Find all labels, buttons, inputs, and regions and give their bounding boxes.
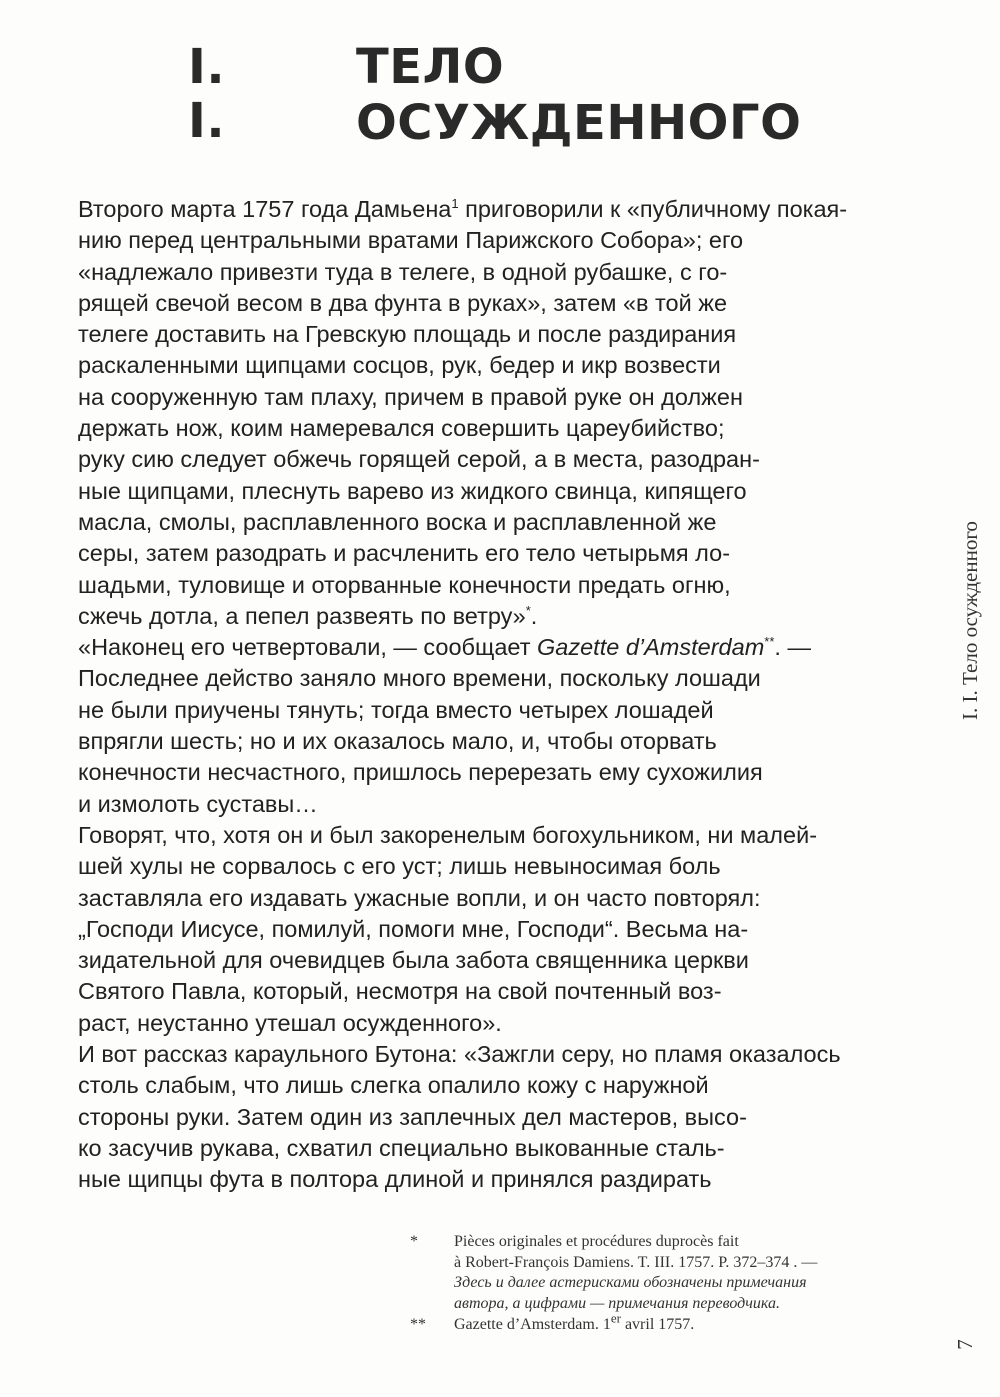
text-line: раскаленными щипцами сосцов, рук, бедер и икр возвести xyxy=(78,352,721,379)
footnote-ref: 1 xyxy=(451,196,459,212)
text-line: Говорят, что, хотя он и был закоренелым богохульником, ни малей- xyxy=(78,821,818,848)
text-line xyxy=(78,194,938,225)
text-line: зидательной для очевидцев была забота священника церкви xyxy=(78,947,749,974)
text-line: ные щипцами, плеснуть варево из жидкого свинца, кипящего xyxy=(78,477,747,504)
text-line: конечности несчастного, пришлось перерезать ему сухожилия xyxy=(78,759,763,786)
paragraph xyxy=(78,632,938,820)
chapter-title-line-2: ОСУЖДЕННОГО xyxy=(356,95,802,151)
text-line: на сооруженную там плаху, причем в правой руке он должен xyxy=(78,383,743,410)
line-text: «Наконец его четвертовали, — сообщает xyxy=(78,634,538,661)
footnote xyxy=(410,1232,930,1314)
text-line xyxy=(78,632,938,663)
line-text: Второго марта 1757 года Дамьена xyxy=(78,196,452,222)
footnote-ref: * xyxy=(525,603,531,619)
text-line: ко засучив рукава, схватил специально выкованные сталь- xyxy=(78,1134,725,1161)
text-line: Святого Павла, который, несмотря на свой почтенный воз- xyxy=(78,978,722,1005)
text-line: Последнее действо заняло много времени, поскольку лошади xyxy=(78,665,761,692)
footnote-line: à Robert-François Damiens. T. III. 1757. P. 372–374 . — xyxy=(454,1253,818,1271)
footnote-mark: * xyxy=(410,1233,418,1250)
text-line: заставляла его издавать ужасные вопли, и он часто повторял: xyxy=(78,884,761,911)
line-text: сжечь дотла, а пепел развеять по ветру» xyxy=(78,602,526,629)
running-head: I. I. Тело осужденного xyxy=(958,521,982,720)
footnote-text: avril 1757. xyxy=(620,1316,695,1333)
text-line: столь слабым, что лишь слегка опалило кожу с наружной xyxy=(78,1072,709,1099)
footnote-line xyxy=(454,1310,930,1336)
text-line: держать нож, коим намеревался совершить цареубийство; xyxy=(78,415,725,442)
text-line: и измолоть суставы… xyxy=(78,790,318,817)
source-title: Gazette d’Amsterdam xyxy=(537,634,765,661)
chapter-title-line-1: ТЕЛО xyxy=(356,39,505,95)
footnotes xyxy=(410,1232,930,1336)
body-text xyxy=(78,194,938,1196)
footnote-ref: ** xyxy=(764,634,775,650)
text-line: нию перед центральными вратами Парижского Собора»; его xyxy=(78,227,744,254)
text-line: «надлежало привезти туда в телеге, в одной рубашке, с го- xyxy=(78,258,728,285)
text-line: И вот рассказ караульного Бутона: «Зажгли серу, но пламя оказалось xyxy=(78,1041,841,1068)
text-line: рящей свечой весом в два фунта в руках», затем «в той же xyxy=(78,289,728,316)
text-line: серы, затем разодрать и расчленить его тело четырьмя ло- xyxy=(78,540,731,567)
text-line: руку сию следует обжечь горящей серой, а в места, разодран- xyxy=(78,446,760,473)
text-line: стороны руки. Затем один из заплечных дел мастеров, высо- xyxy=(78,1103,747,1130)
text-line xyxy=(78,601,938,632)
footnote-line: Здесь и далее астерисками обозначены примечания xyxy=(454,1274,807,1291)
page-number: 7 xyxy=(952,1339,977,1350)
paragraph xyxy=(78,1039,938,1195)
paragraph xyxy=(78,194,938,632)
text-line: ные щипцы фута в полтора длиной и принялся раздирать xyxy=(78,1166,712,1193)
text-line: впрягли шесть; но и их оказалось мало, и, чтобы оторвать xyxy=(78,728,717,755)
text-line: масла, смолы, расплавленного воска и расплавленной же xyxy=(78,508,717,535)
line-text: . — xyxy=(774,634,811,661)
text-line: не были приучены тянуть; тогда вместо четырех лошадей xyxy=(78,696,714,723)
footnote-mark: ** xyxy=(410,1316,426,1333)
line-text: приговорили к «публичному покая- xyxy=(458,196,848,222)
text-line: шадьми, туловище и оторванные конечности предать огню, xyxy=(78,571,731,598)
footnote-line: автора, а цифрами — примечания переводчика. xyxy=(454,1294,780,1312)
text-line: шей хулы не сорвалось с его уст; лишь невыносимая боль xyxy=(78,853,721,880)
text-line: раст, неустанно утешал осужденного». xyxy=(78,1009,502,1036)
paragraph xyxy=(78,820,938,1039)
text-line: „Господи Иисусе, помилуй, помоги мне, Господи“. Весьма на- xyxy=(78,915,749,942)
line-text: . xyxy=(530,602,538,629)
footnote-sup: er xyxy=(610,1310,621,1326)
chapter-number: I. I. xyxy=(188,39,226,149)
footnote xyxy=(410,1310,930,1336)
footnote-line: Pièces originales et procédures duprocès fait xyxy=(454,1233,739,1250)
footnote-text: Gazette d’Amsterdam. 1 xyxy=(454,1316,611,1333)
text-line: телеге доставить на Гревскую площадь и после раздирания xyxy=(78,321,737,348)
